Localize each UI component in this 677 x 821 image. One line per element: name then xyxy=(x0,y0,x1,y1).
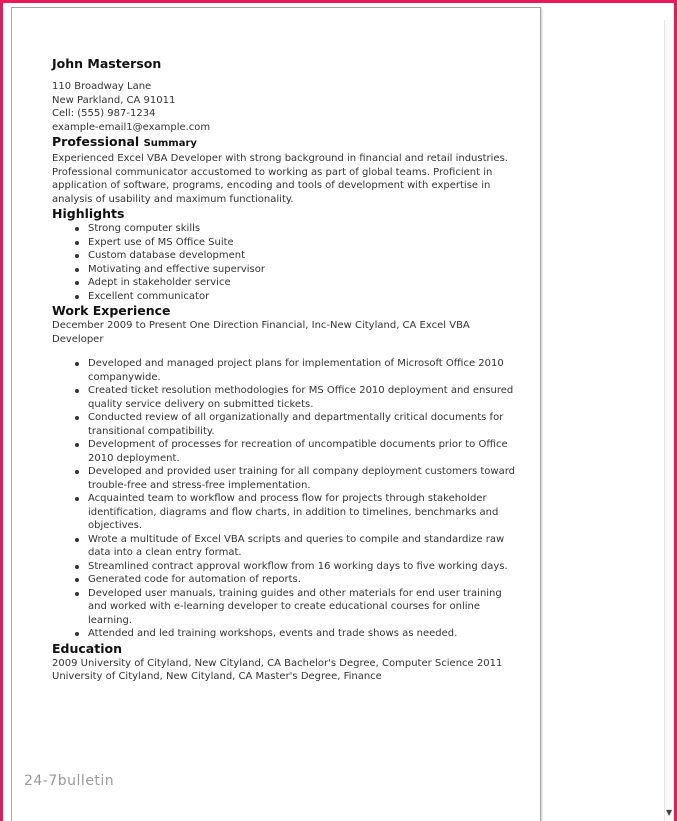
highlight-item: Strong computer skills xyxy=(88,222,522,236)
work-experience-heading: Work Experience xyxy=(52,303,171,318)
resume-content xyxy=(52,56,522,684)
phone: Cell: (555) 987-1234 xyxy=(52,108,156,119)
highlights-list xyxy=(52,222,522,303)
education-heading: Education xyxy=(52,640,122,656)
job-duty-item: Developed user manuals, training guides and other materials for end user training and worked with e-learning developer to create educational courses for online learning. xyxy=(88,587,522,628)
job-duty-item: Attended and led training workshops, events and trade shows as needed. xyxy=(88,627,522,641)
job-duties-list xyxy=(52,357,522,641)
highlight-item: Custom database development xyxy=(88,249,522,263)
summary-heading xyxy=(52,134,522,152)
highlight-item: Expert use of MS Office Suite xyxy=(88,236,522,250)
document-viewer[interactable] xyxy=(3,3,674,821)
summary-heading-small: Summary xyxy=(143,138,197,149)
education-line-2: University of Cityland, New Cityland, CA Master's Degree, Finance xyxy=(52,671,382,682)
job-duty-item: Acquainted team to workflow and process flow for projects through stakeholder identification, diagrams and flow charts, in addition to timelines, benchmarks and objectives. xyxy=(88,492,522,533)
vertical-scrollbar[interactable] xyxy=(664,20,674,821)
job-duty-item: Wrote a multitude of Excel VBA scripts and queries to compile and standardize raw data into a clean entry format. xyxy=(88,533,522,560)
job-duty-item: Created ticket resolution methodologies for MS Office 2010 deployment and ensured quality service delivery on submitted tickets. xyxy=(88,384,522,411)
watermark: 24-7bulletin xyxy=(24,773,115,789)
contact-block xyxy=(52,80,522,134)
job-duty-item: Developed and managed project plans for implementation of Microsoft Office 2010 companywide. xyxy=(88,357,522,384)
address-line-1: 110 Broadway Lane xyxy=(52,81,152,92)
highlights-heading: Highlights xyxy=(52,206,125,221)
job-header: December 2009 to Present One Direction Financial, Inc-New Cityland, CA Excel VBA Developer xyxy=(52,320,470,345)
scroll-down-arrow-icon[interactable]: ▼ xyxy=(666,808,673,817)
job-duty-item: Developed and provided user training for all company deployment customers toward trouble-free and stress-free implementation. xyxy=(88,465,522,492)
summary-heading-main: Professional xyxy=(52,134,140,149)
highlight-item: Motivating and effective supervisor xyxy=(88,263,522,277)
job-duty-item: Streamlined contract approval workflow from 16 working days to five working days. xyxy=(88,560,522,574)
highlight-item: Excellent communicator xyxy=(88,290,522,304)
highlight-item: Adept in stakeholder service xyxy=(88,276,522,290)
education-line-1: 2009 University of Cityland, New Cityland, CA Bachelor's Degree, Computer Science 2011 xyxy=(52,657,503,669)
summary-text: Experienced Excel VBA Developer with strong background in financial and retail industries. Professional communicator accustomed to working as part of global teams. Proficient in application of software, programs, encoding and tools of development with expertise in analysis of usability and maximum functionality. xyxy=(52,153,508,205)
resume-page xyxy=(11,7,541,821)
job-duty-item: Conducted review of all organizationally and departmentally critical documents for transitional compatibility. xyxy=(88,411,522,438)
candidate-name: John Masterson xyxy=(52,56,162,71)
job-duty-item: Generated code for automation of reports. xyxy=(88,573,522,587)
address-line-2: New Parkland, CA 91011 xyxy=(52,94,176,106)
email: example-email1@example.com xyxy=(52,121,211,133)
job-duty-item: Development of processes for recreation of uncompatible documents prior to Office 2010 deployment. xyxy=(88,438,522,465)
